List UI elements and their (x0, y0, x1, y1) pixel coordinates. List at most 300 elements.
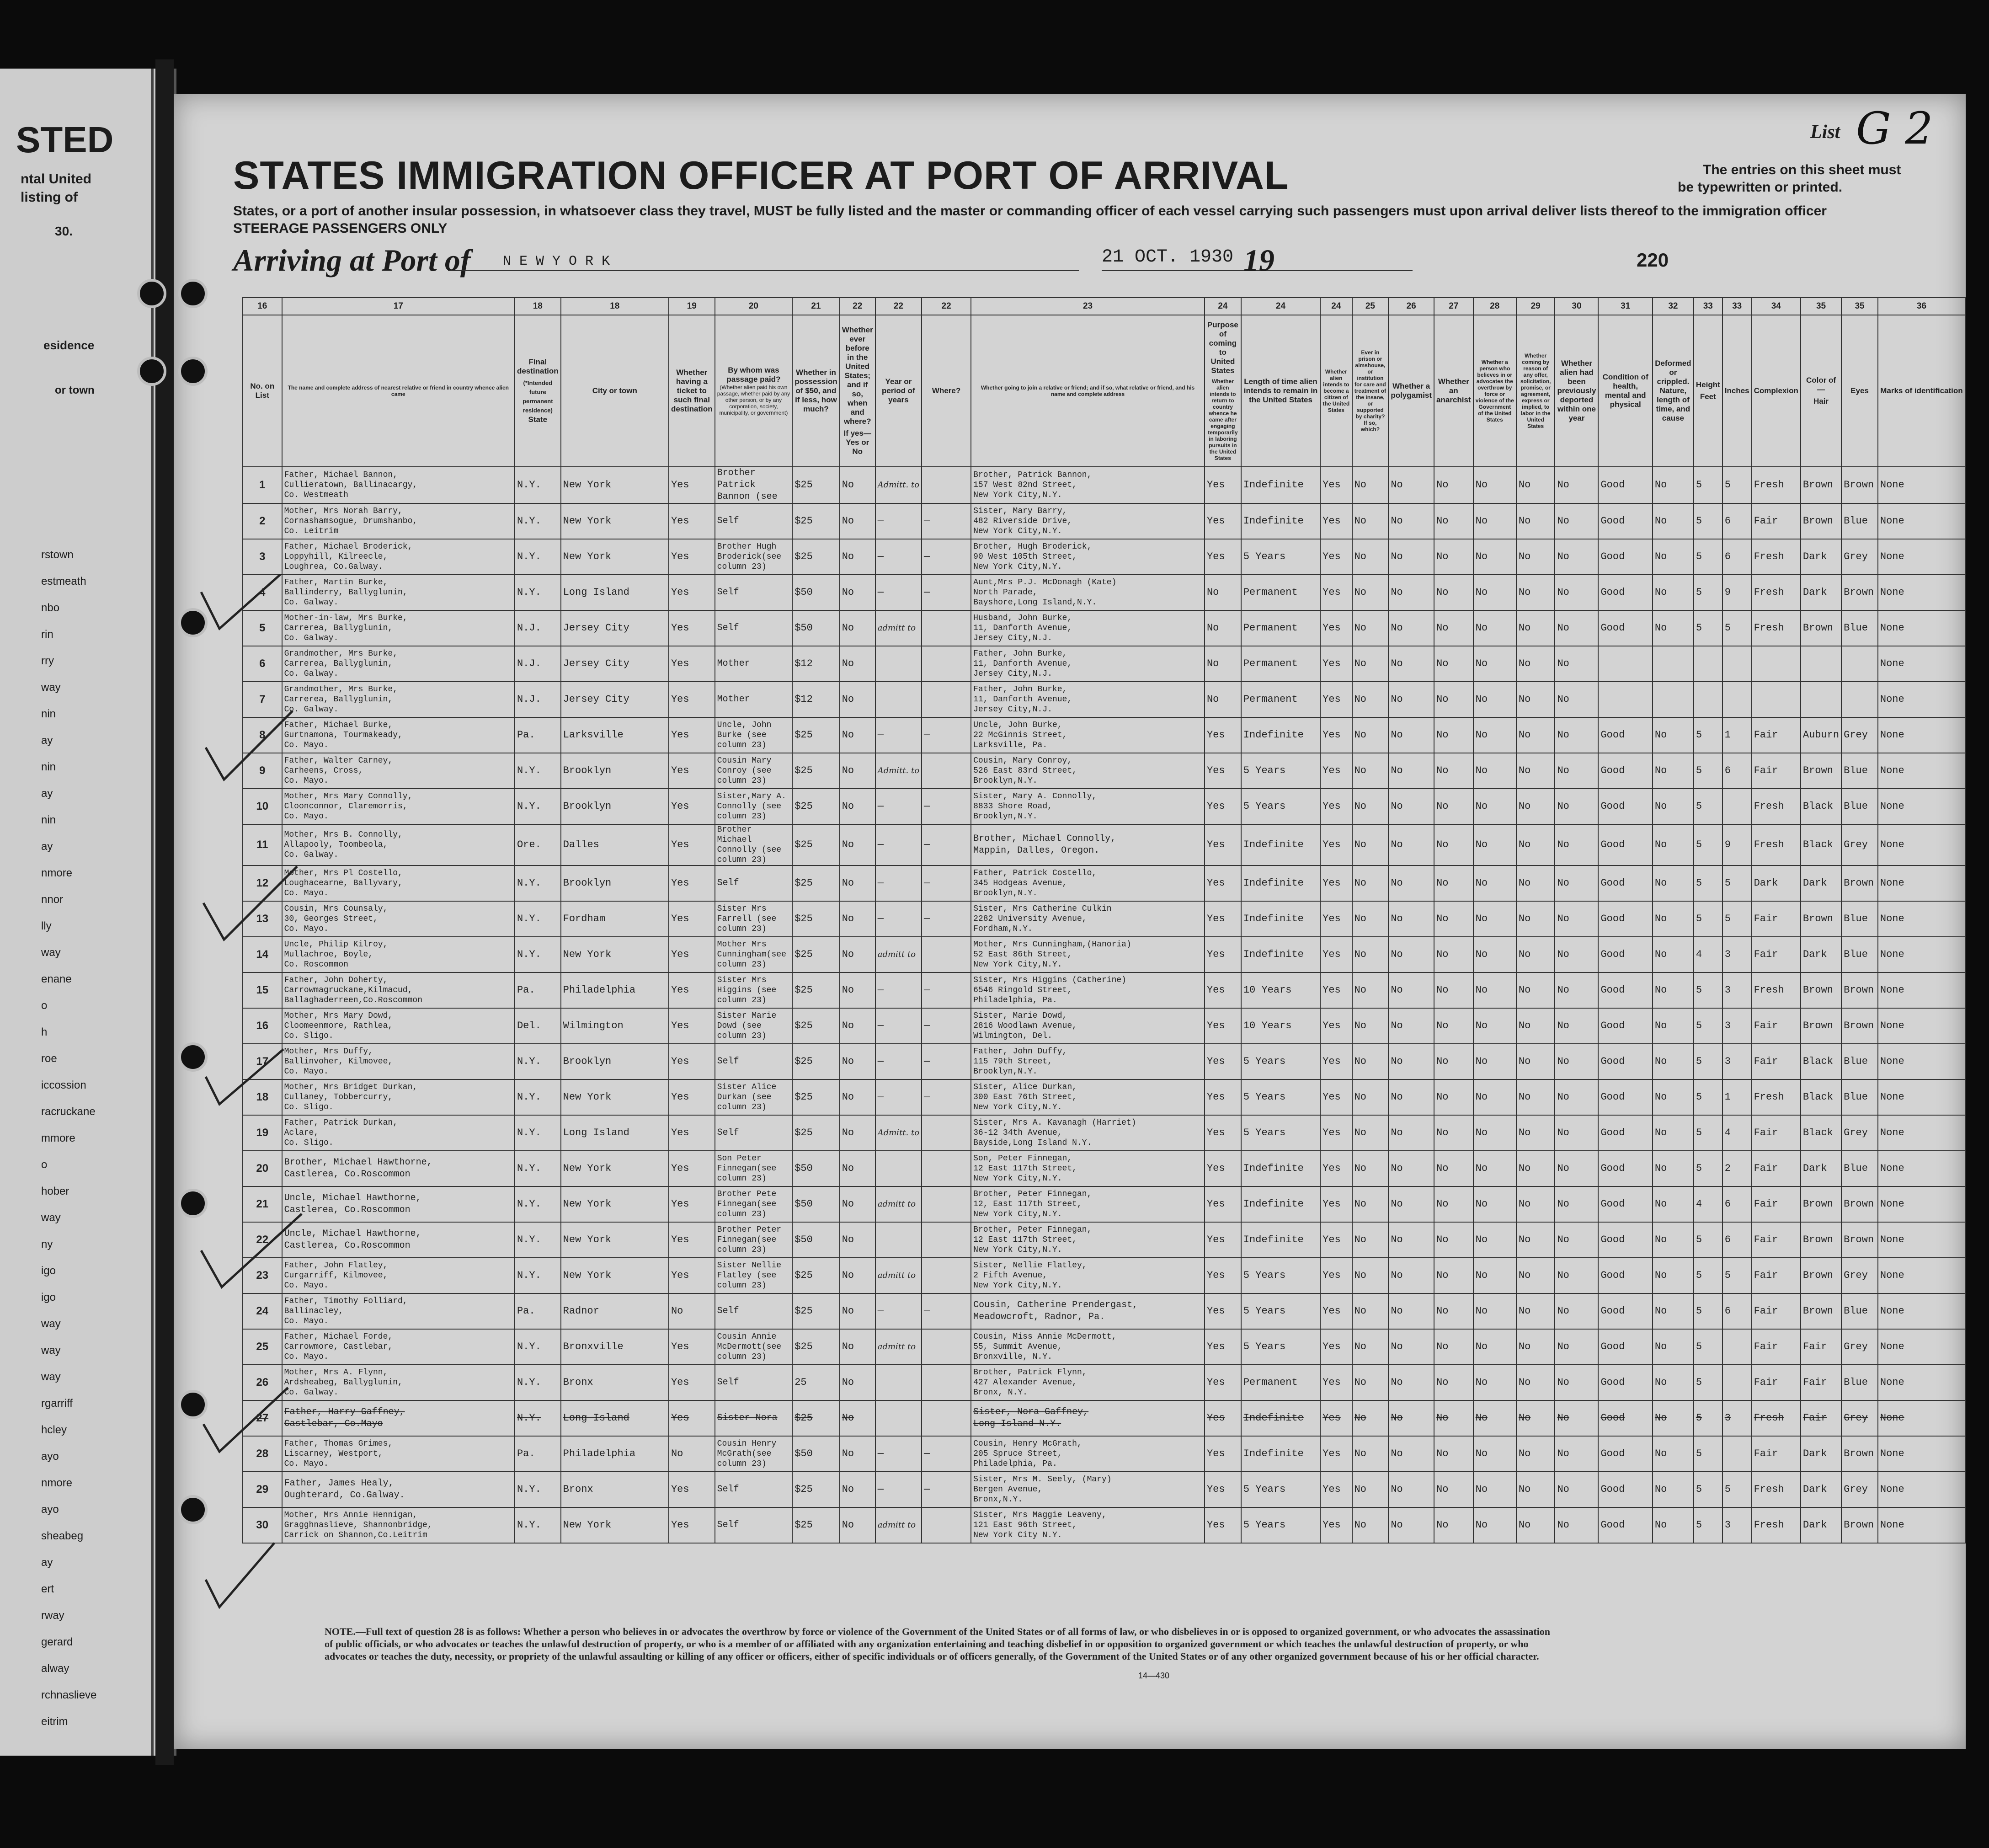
left-page-line: listing of (21, 190, 78, 205)
cell-complexion: Fresh (1752, 575, 1801, 610)
cell-relative-text: Father, Walter Carney, Carheens, Cross, Co. Mayo. (284, 756, 393, 785)
cell-paid (715, 865, 793, 901)
cell-state: N.Y. (515, 865, 561, 901)
cell-prison: No (1352, 646, 1389, 682)
cell-poly: No (1388, 467, 1434, 503)
cell-relative-text: Father, Michael Broderick, Loppyhill, Kilreecle, Loughrea, Co.Galway. (284, 542, 413, 571)
cell-q30: No (1555, 1008, 1598, 1044)
cell-feet: 5 (1694, 503, 1722, 539)
cell-ticket: Yes (669, 972, 715, 1008)
cell-city: New York (561, 1222, 669, 1258)
column-label: City or town (592, 386, 637, 395)
cell-inches: 3 (1722, 1507, 1752, 1543)
cell-no: 25 (243, 1329, 282, 1365)
cell-citizen: Yes (1320, 1293, 1352, 1329)
cell-before: No (840, 901, 875, 937)
cell-state: Pa. (515, 1436, 561, 1472)
column-label: Whether alien intends to return to country whence he came after engaging temporarily in laboring pursuits in the United States (1208, 378, 1238, 461)
cell-paid-text: Mother (717, 694, 750, 705)
cell-paid-text: Sister Nellie Flatley (see column 23) (717, 1261, 782, 1290)
column-note: (Whether alien paid his own passage, whether paid by any other person, or by any corporation, society, municipality, or government) (717, 384, 790, 416)
cell-join-text: Brother, Michael Connolly, Mappin, Dalles, Oregon. (973, 833, 1116, 856)
cell-health: Good (1598, 1115, 1652, 1151)
cell-hair: Brown (1801, 1222, 1841, 1258)
cell-where (922, 1186, 971, 1222)
cell-eyes: Grey (1841, 1472, 1878, 1507)
cell-feet: 5 (1694, 1079, 1722, 1115)
cell-feet: 5 (1694, 1151, 1722, 1186)
cell-join-text: Brother, Peter Finnegan, 12 East 117th Street, New York City,N.Y. (973, 1225, 1092, 1255)
cell-money: $25 (792, 1008, 840, 1044)
cell-ret: Yes (1205, 865, 1241, 901)
column-number: 33 (1722, 298, 1752, 315)
cell-q28: No (1473, 1115, 1516, 1151)
cell-citizen: Yes (1320, 575, 1352, 610)
cell-anar: No (1434, 1507, 1473, 1543)
cell-inches: 6 (1722, 503, 1752, 539)
cell-period (875, 682, 922, 717)
cell-complexion: Fair (1752, 1008, 1801, 1044)
cell-money: $25 (792, 865, 840, 901)
column-label: Whether going to join a relative or friend; and if so, what relative or friend, and his name and complete address (981, 385, 1195, 397)
cell-complexion: Fair (1752, 1329, 1801, 1365)
cell-no: 3 (243, 539, 282, 575)
cell-feet: 5 (1694, 1115, 1722, 1151)
cell-length: 5 Years (1241, 1329, 1320, 1365)
cell-money: $12 (792, 646, 840, 682)
cell-health: Good (1598, 1365, 1652, 1400)
left-page-place: sheabeg (41, 1530, 84, 1542)
column-header (669, 315, 715, 467)
column-number: 22 (922, 298, 971, 315)
cell-deformed: No (1653, 937, 1694, 972)
column-number: 18 (515, 298, 561, 315)
cell-period: — (875, 1008, 922, 1044)
column-number: 17 (282, 298, 515, 315)
cell-inches: 3 (1722, 972, 1752, 1008)
cell-relative-text: Father, Michael Burke, Gurtnamona, Tourmakeady, Co. Mayo. (284, 721, 403, 750)
cell-eyes: Brown (1841, 1008, 1878, 1044)
cell-deformed: No (1653, 1008, 1694, 1044)
cell-feet: 5 (1694, 717, 1722, 753)
left-page-place: lly (41, 920, 52, 932)
cell-inches: 3 (1722, 1008, 1752, 1044)
cell-prison: No (1352, 937, 1389, 972)
cell-q28: No (1473, 575, 1516, 610)
cell-length: 10 Years (1241, 1008, 1320, 1044)
cell-health: Good (1598, 539, 1652, 575)
cell-state: N.Y. (515, 901, 561, 937)
column-number: 22 (875, 298, 922, 315)
cell-paid-text: Uncle, John Burke (see column 23) (717, 721, 772, 750)
cell-deformed: No (1653, 1365, 1694, 1400)
cell-hair: Brown (1801, 503, 1841, 539)
table-row (243, 937, 1965, 972)
cell-paid-text: Self (717, 1127, 739, 1138)
cell-eyes: Blue (1841, 1365, 1878, 1400)
cell-length: Indefinite (1241, 1186, 1320, 1222)
cell-no: 11 (243, 824, 282, 865)
column-label: Whether alien had been previously deported within one year (1557, 359, 1596, 422)
cell-money: $50 (792, 575, 840, 610)
cell-city: Long Island (561, 1400, 669, 1436)
cell-complexion: Dark (1752, 865, 1801, 901)
cell-q30: No (1555, 901, 1598, 937)
cell-eyes: Grey (1841, 539, 1878, 575)
cell-citizen: Yes (1320, 1472, 1352, 1507)
cell-feet: 5 (1694, 753, 1722, 789)
cell-hair: Black (1801, 1115, 1841, 1151)
cell-feet: 4 (1694, 1186, 1722, 1222)
cell-ticket: Yes (669, 1079, 715, 1115)
cell-citizen: Yes (1320, 1044, 1352, 1079)
cell-prison: No (1352, 824, 1389, 865)
cell-health: Good (1598, 1400, 1652, 1436)
left-page-place: rstown (41, 549, 74, 561)
cell-complexion: Fair (1752, 1044, 1801, 1079)
cell-ret: Yes (1205, 937, 1241, 972)
cell-join-text: Father, Patrick Costello, 345 Hodgeas Avenue, Brooklyn,N.Y. (973, 869, 1097, 898)
cell-citizen: Yes (1320, 1329, 1352, 1365)
column-header (1388, 315, 1434, 467)
cell-join-text: Cousin, Miss Annie McDermott, 55, Summit Avenue, Bronxville, N.Y. (973, 1332, 1117, 1362)
cell-q28: No (1473, 1293, 1516, 1329)
cell-join-text: Sister, Mrs Higgins (Catherine) 6546 Ringold Street, Philadelphia, Pa. (973, 976, 1126, 1005)
column-label: Deformed or crippled. Nature, length of time, and cause (1655, 359, 1691, 422)
cell-citizen: Yes (1320, 824, 1352, 865)
cell-eyes: Blue (1841, 610, 1878, 646)
cell-eyes: Brown (1841, 1507, 1878, 1543)
cell-paid-text: Mother Mrs Cunningham(see column 23) (717, 940, 786, 969)
cell-where: — (922, 1079, 971, 1115)
cell-money: $25 (792, 1044, 840, 1079)
cell-complexion: Fresh (1752, 467, 1801, 503)
cell-length: Indefinite (1241, 1400, 1320, 1436)
cell-relative-text: Mother, Mrs Norah Barry, Cornashamsogue, Drumshanbo, Co. Leitrim (284, 507, 418, 536)
cell-inches (1722, 1365, 1752, 1400)
cell-join (971, 824, 1205, 865)
table-row (243, 503, 1965, 539)
cell-join-text: Sister, Marie Dowd, 2816 Woodlawn Avenue, Wilmington, Del. (973, 1011, 1077, 1041)
table-row (243, 789, 1965, 824)
cell-anar: No (1434, 717, 1473, 753)
cell-feet: 5 (1694, 972, 1722, 1008)
cell-eyes: Brown (1841, 467, 1878, 503)
cell-ret: Yes (1205, 1079, 1241, 1115)
cell-prison: No (1352, 1115, 1389, 1151)
column-header (1516, 315, 1555, 467)
column-label: Hair (1813, 397, 1829, 406)
cell-ret: Yes (1205, 1186, 1241, 1222)
table-row (243, 1008, 1965, 1044)
cell-hair (1801, 682, 1841, 717)
cell-hair: Fair (1801, 1329, 1841, 1365)
cell-poly: No (1388, 789, 1434, 824)
cell-q29: No (1516, 1044, 1555, 1079)
cell-q29: No (1516, 1115, 1555, 1151)
cell-anar: No (1434, 575, 1473, 610)
cell-length: Indefinite (1241, 1151, 1320, 1186)
cell-eyes: Grey (1841, 1115, 1878, 1151)
cell-join (971, 1507, 1205, 1543)
cell-relative-text: Father, Michael Bannon, Cullieratown, Ballinacargy, Co. Westmeath (284, 470, 418, 500)
cell-period: Admitt. to (875, 1115, 922, 1151)
cell-join (971, 1222, 1205, 1258)
left-page-place: nmore (41, 867, 73, 879)
cell-join-text: Sister, Mrs A. Kavanagh (Harriet) 36-12 34th Avenue, Bayside,Long Island N.Y. (973, 1118, 1136, 1148)
cell-q30: No (1555, 1115, 1598, 1151)
port-underline (448, 270, 1079, 271)
cell-health: Good (1598, 1079, 1652, 1115)
cell-marks: None (1878, 1222, 1965, 1258)
cell-state: N.J. (515, 610, 561, 646)
cell-length: Permanent (1241, 610, 1320, 646)
cell-anar: No (1434, 1222, 1473, 1258)
cell-join (971, 467, 1205, 503)
cell-no: 8 (243, 717, 282, 753)
cell-ticket: Yes (669, 901, 715, 937)
cell-citizen: Yes (1320, 1008, 1352, 1044)
cell-period: admitt to (875, 1258, 922, 1293)
cell-paid (715, 1008, 793, 1044)
cell-health: Good (1598, 789, 1652, 824)
column-group-label: Whether ever before in the United States; and if so, when and where? (842, 326, 873, 426)
cell-city: Wilmington (561, 1008, 669, 1044)
column-header (875, 315, 922, 467)
cell-where: — (922, 1436, 971, 1472)
left-page-place: rchnaslieve (41, 1689, 97, 1701)
cell-marks: None (1878, 824, 1965, 865)
cell-city: New York (561, 467, 669, 503)
cell-paid (715, 575, 793, 610)
column-label: Whether an anarchist (1436, 377, 1471, 404)
cell-complexion: Fair (1752, 753, 1801, 789)
table-row (243, 972, 1965, 1008)
cell-q30: No (1555, 1044, 1598, 1079)
cell-city: New York (561, 1186, 669, 1222)
cell-feet: 5 (1694, 865, 1722, 901)
cell-length: 5 Years (1241, 539, 1320, 575)
binder-hole (178, 1390, 208, 1419)
cell-relative-text: Father, Timothy Folliard, Ballinacley, Co. Mayo. (284, 1297, 408, 1326)
cell-marks: None (1878, 1258, 1965, 1293)
cell-deformed: No (1653, 1436, 1694, 1472)
cell-paid (715, 1079, 793, 1115)
cell-state: N.Y. (515, 1115, 561, 1151)
cell-length: Indefinite (1241, 503, 1320, 539)
cell-no: 20 (243, 1151, 282, 1186)
cell-citizen: Yes (1320, 1079, 1352, 1115)
cell-before: No (840, 646, 875, 682)
cell-marks: None (1878, 1115, 1965, 1151)
cell-paid (715, 717, 793, 753)
cell-period: — (875, 539, 922, 575)
cell-q28: No (1473, 539, 1516, 575)
cell-eyes (1841, 646, 1878, 682)
cell-ticket: Yes (669, 1258, 715, 1293)
column-header (1653, 315, 1694, 467)
column-header (1801, 315, 1841, 467)
cell-no: 24 (243, 1293, 282, 1329)
cell-join-text: Father, John Burke, 11, Danforth Avenue, Jersey City,N.J. (973, 685, 1072, 714)
cell-paid-text: Brother Patrick Bannon (see (717, 468, 778, 502)
cell-money: $50 (792, 1436, 840, 1472)
cell-paid-text: Cousin Annie McDermott(see column 23) (717, 1332, 782, 1362)
cell-money: $50 (792, 1222, 840, 1258)
table-row (243, 610, 1965, 646)
cell-join (971, 1079, 1205, 1115)
cell-paid-text: Self (717, 878, 739, 888)
cell-deformed: No (1653, 610, 1694, 646)
cell-join (971, 901, 1205, 937)
cell-no: 6 (243, 646, 282, 682)
cell-join (971, 789, 1205, 824)
column-number: 21 (792, 298, 840, 315)
cell-city: Brooklyn (561, 865, 669, 901)
footnote: NOTE.—Full text of question 28 is as follows: Whether a person who believes in or advocates the overthrow by force or violence of the Government of the United States or of all forms of law, or who disbelieves in or is opposed to organized government, or who advocates the assassination of public officials, or who advocates or teaches the unlawful destruction of property, or who is a member of or affiliated with any organization entertaining and teaching disbelief in or opposition to organized government or which teaches the unlawful destruction of property, or who advocates or teaches the duty, necessity, or propriety of the unlawful assaulting or killing of any officer or officers, either of specific individuals or of officers generally, of the Government of the United States or of any other organized government because of his or her official character. (325, 1626, 1551, 1662)
cell-where: — (922, 824, 971, 865)
cell-ret: No (1205, 646, 1241, 682)
cell-join (971, 937, 1205, 972)
cell-relative-text: Mother-in-law, Mrs Burke, Carrerea, Ballyglunin, Co. Galway. (284, 614, 408, 643)
cell-paid (715, 753, 793, 789)
cell-city: Brooklyn (561, 1044, 669, 1079)
cell-before: No (840, 937, 875, 972)
cell-inches (1722, 1329, 1752, 1365)
cell-paid-text: Mother (717, 658, 750, 669)
table-row (243, 753, 1965, 789)
cell-prison: No (1352, 972, 1389, 1008)
cell-ret: Yes (1205, 1472, 1241, 1507)
cell-hair: Fair (1801, 1365, 1841, 1400)
cell-ticket: Yes (669, 789, 715, 824)
cell-relative-text: Father, Patrick Durkan, Aclare, Co. Sligo. (284, 1118, 398, 1148)
cell-poly: No (1388, 901, 1434, 937)
cell-join (971, 753, 1205, 789)
cell-hair: Black (1801, 1079, 1841, 1115)
cell-city: Philadelphia (561, 1436, 669, 1472)
cell-join-text: Brother, Patrick Flynn, 427 Alexander Avenue, Bronx, N.Y. (973, 1368, 1087, 1397)
cell-q29: No (1516, 972, 1555, 1008)
cell-join-text: Uncle, John Burke, 22 McGinnis Street, Larksville, Pa. (973, 721, 1067, 750)
left-page-place: ayo (41, 1450, 59, 1463)
cell-ticket: Yes (669, 610, 715, 646)
cell-length: 10 Years (1241, 972, 1320, 1008)
cell-ticket: Yes (669, 1472, 715, 1507)
cell-period: — (875, 972, 922, 1008)
cell-ticket: Yes (669, 937, 715, 972)
cell-ticket: Yes (669, 682, 715, 717)
cell-money: $25 (792, 753, 840, 789)
cell-health: Good (1598, 717, 1652, 753)
cell-where: — (922, 1472, 971, 1507)
cell-inches: 6 (1722, 1222, 1752, 1258)
cell-paid (715, 1151, 793, 1186)
cell-feet (1694, 646, 1722, 682)
cell-no: 18 (243, 1079, 282, 1115)
cell-join-text: Son, Peter Finnegan, 12 East 117th Street, New York City,N.Y. (973, 1154, 1077, 1183)
column-label: No. on List (250, 382, 275, 400)
left-page-place: rin (41, 628, 53, 641)
cell-inches: 5 (1722, 865, 1752, 901)
cell-join (971, 646, 1205, 682)
cell-health: Good (1598, 1222, 1652, 1258)
column-label: Year or period of years (882, 377, 915, 404)
cell-q30: No (1555, 610, 1598, 646)
cell-eyes: Blue (1841, 1151, 1878, 1186)
cell-ticket: Yes (669, 1151, 715, 1186)
cell-ret: No (1205, 610, 1241, 646)
cell-q30: No (1555, 1151, 1598, 1186)
cell-state: N.Y. (515, 539, 561, 575)
cell-join (971, 1115, 1205, 1151)
cell-poly: No (1388, 1151, 1434, 1186)
binder-hole (137, 357, 166, 386)
cell-anar: No (1434, 1365, 1473, 1400)
cell-relative-text: Father, Harry Gaffney, Castlebar, Co.Mayo (284, 1407, 405, 1429)
left-page-place: ay (41, 734, 53, 747)
cell-period: — (875, 901, 922, 937)
cell-before: No (840, 1507, 875, 1543)
cell-length: Indefinite (1241, 467, 1320, 503)
cell-no: 26 (243, 1365, 282, 1400)
cell-where: — (922, 717, 971, 753)
cell-length: 5 Years (1241, 1079, 1320, 1115)
cell-where: — (922, 1008, 971, 1044)
cell-city: New York (561, 1258, 669, 1293)
cell-prison: No (1352, 1186, 1389, 1222)
cell-paid-text: Brother Peter Finnegan(see column 23) (717, 1225, 782, 1255)
left-page-place: o (41, 1159, 48, 1171)
cell-length: 5 Years (1241, 1472, 1320, 1507)
cell-city: Bronx (561, 1365, 669, 1400)
cell-inches: 9 (1722, 824, 1752, 865)
cell-deformed: No (1653, 789, 1694, 824)
cell-prison: No (1352, 1436, 1389, 1472)
cell-join (971, 1400, 1205, 1436)
cell-paid-text: Sister Nora (717, 1413, 778, 1423)
cell-where: — (922, 1044, 971, 1079)
cell-marks: None (1878, 610, 1965, 646)
cell-marks: None (1878, 1400, 1965, 1436)
cell-inches: 3 (1722, 937, 1752, 972)
typewritten-note-1: The entries on this sheet must (1703, 162, 1901, 177)
cell-feet: 5 (1694, 789, 1722, 824)
cell-deformed (1653, 646, 1694, 682)
cell-hair: Brown (1801, 1186, 1841, 1222)
cell-before: No (840, 1293, 875, 1329)
cell-anar: No (1434, 646, 1473, 682)
column-label: By whom was passage paid? (726, 366, 781, 384)
column-header (1752, 315, 1801, 467)
cell-anar: No (1434, 1151, 1473, 1186)
left-page-column-sub: or town (55, 384, 95, 396)
cell-money: $25 (792, 1400, 840, 1436)
cell-poly: No (1388, 1472, 1434, 1507)
cell-where (922, 753, 971, 789)
cell-ret: Yes (1205, 824, 1241, 865)
column-group-note: (*Intended future permanent residence) (523, 379, 553, 414)
cell-city: Dalles (561, 824, 669, 865)
column-label: Marks of identification (1880, 386, 1963, 395)
cell-where (922, 1507, 971, 1543)
binder-hole (137, 279, 166, 308)
table-row (243, 1293, 1965, 1329)
cell-hair: Brown (1801, 753, 1841, 789)
column-header (1722, 315, 1752, 467)
column-label: Whether a polygamist (1391, 382, 1432, 400)
cell-q29: No (1516, 575, 1555, 610)
